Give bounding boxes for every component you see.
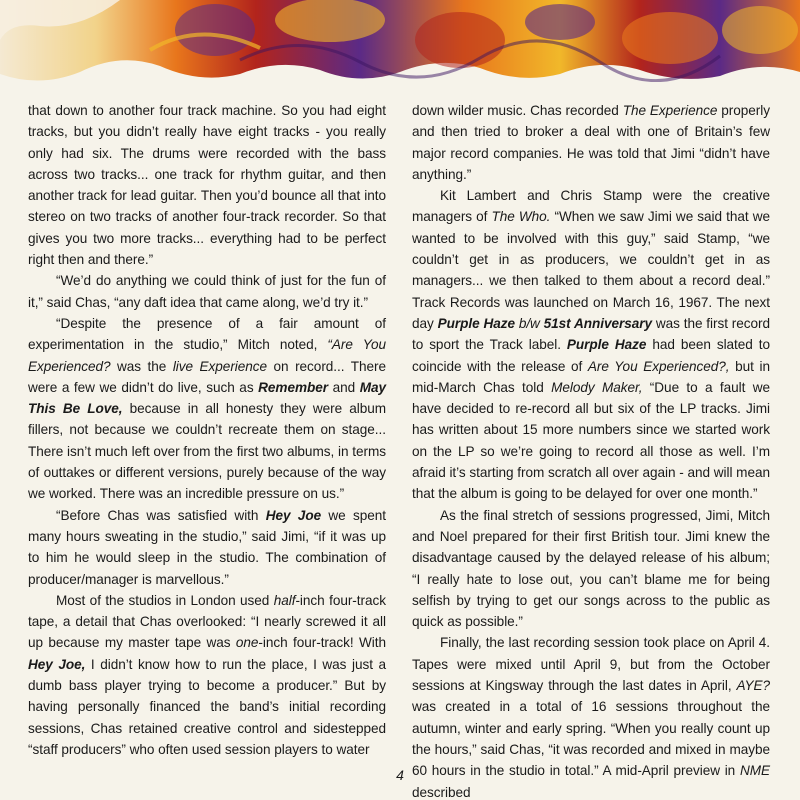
emphasized-text-run: Hey Joe	[265, 507, 322, 523]
emphasized-text-run: Remember	[258, 379, 329, 395]
text-run: we spent many hours sweating in the studio,” said Jimi, “if it was up to him he would sleep in the studio. The combination of producer/manager is marvellous.”	[28, 507, 386, 587]
text-run: and	[328, 379, 360, 395]
text-run: because in all honesty they were album fillers, not because we couldn’t recreate them on stage... There isn’t much left over from the first two albums, in terms of outtakes or different versions, purely because of the way we worked. There was an incredible pressure on us.”	[28, 401, 387, 502]
text-run: -inch four-track tape, a detail that Chas overlooked: “I nearly screwed it all up because my master tape was	[28, 592, 386, 651]
page-number: 4	[396, 767, 404, 783]
paragraph	[28, 505, 386, 590]
emphasized-text-run: half	[273, 592, 296, 608]
emphasized-text-run: Are You Experienced?,	[587, 358, 730, 374]
text-run: properly and then tried to broker a deal with one of Britain’s few major record companies. He was told that Jimi “didn’t have anything.”	[412, 103, 770, 182]
text-run: down wilder music. Chas recorded	[412, 103, 623, 118]
emphasized-text-run: one	[235, 635, 259, 651]
emphasized-text-run: 51st Anniversary	[543, 315, 653, 331]
emphasized-text-run: Purple Haze	[437, 315, 515, 331]
emphasized-text-run: b/w	[514, 315, 544, 331]
text-run: was created in a total of 16 sessions throughout the autumn, winter and early spring. “When you really count up the hours,” said Chas, “it was recorded and mixed in maybe 60 hours in the studio in total.” A mid-April preview in	[412, 699, 770, 779]
text-run: had been slated to coincide with the release of	[412, 337, 770, 374]
text-run: “We’d do anything we could think of just for the fun of it,” said Chas, “any daft idea that came along, we’d try it.”	[28, 273, 386, 310]
text-run: “Despite the presence of a fair amount of experimentation in the studio,” Mitch noted,	[28, 315, 386, 353]
text-run: -inch four-track! With	[258, 635, 386, 651]
text-run: Most of the studios in London used	[56, 592, 274, 608]
paragraph	[28, 313, 386, 505]
emphasized-text-run: Melody Maker,	[551, 379, 643, 395]
emphasized-text-run: NME	[739, 763, 770, 779]
text-run: As the final stretch of sessions progressed, Jimi, Mitch and Noel prepared for their first British tour. Jimi knew the disadvantage caused by the delayed release of his album; “I really hate to lose out, you can’t blame me for being selfish by trying to get our songs across to the public as quick as possible.”	[412, 507, 770, 630]
text-run: “Before Chas was satisfied with	[56, 507, 266, 523]
paragraph	[412, 100, 770, 185]
text-run: described	[412, 784, 471, 800]
emphasized-text-run: May This Be Love,	[28, 379, 387, 417]
text-run: “Due to a fault we have decided to re-record all but six of the LP tracks. Jimi has written about 15 more numbers since we started work on the LP so we’re going to record all those as well. I’m afraid it’s starting from scratch all over again - and will mean that the album is going to be delayed for over one month.”	[412, 379, 770, 502]
text-run: “When we saw Jimi we said that we wanted to be involved with this guy,” said Stamp, “we couldn’t get in as producers, we couldn’t get in as managers... we then talked to them about a record deal.” Track Records was launched on March 16, 1967. The next day	[412, 209, 770, 331]
text-run: that down to another four track machine. So you had eight tracks, but you didn’t really have eight tracks - you really only had six. The drums were recorded with the bass across two tracks... one track for rhythm guitar, and then another track for lead guitar. Then you’d bounce all that into stereo on two tracks of another four-track recorder. So that gives you two more tracks... everything had to be perfect right then and there.”	[28, 103, 386, 268]
paragraph	[28, 590, 386, 760]
text-run: but in mid-March Chas told	[412, 358, 770, 395]
emphasized-text-run: AYE?	[736, 678, 770, 694]
emphasized-text-run: Hey Joe,	[28, 656, 86, 672]
text-run: was the first record to sport the Track label.	[412, 315, 771, 353]
text-run: was the	[110, 358, 173, 374]
paragraph	[28, 100, 386, 270]
paragraph	[412, 185, 770, 504]
emphasized-text-run: The Experience	[622, 103, 718, 118]
psychedelic-artwork-banner	[0, 0, 800, 82]
emphasized-text-run: live Experience	[172, 358, 268, 374]
text-run: Finally, the last recording session took place on April 4. Tapes were mixed until April 9, but from the October sessions at Kingsway through the last dates in April,	[412, 635, 770, 694]
emphasized-text-run: The Who.	[491, 209, 551, 225]
paragraph	[28, 270, 386, 313]
text-run: on record... There were a few we didn’t do live, such as	[28, 358, 387, 395]
right-text-column	[412, 100, 770, 800]
emphasized-text-run: “Are You Experienced?	[28, 337, 386, 374]
paragraph	[412, 505, 770, 633]
left-text-column	[28, 100, 386, 760]
psychedelic-artwork-icon	[0, 0, 800, 82]
text-run: Kit Lambert and Chris Stamp were the creative managers of	[412, 188, 770, 225]
text-run: I didn’t know how to run the place, I was just a dumb bass player trying to become a producer.” But by having personally financed the band’s initial recording sessions, Chas retained creative control and sidestepped “staff producers” who often used session players to water	[28, 656, 387, 757]
emphasized-text-run: Purple Haze	[566, 337, 647, 353]
